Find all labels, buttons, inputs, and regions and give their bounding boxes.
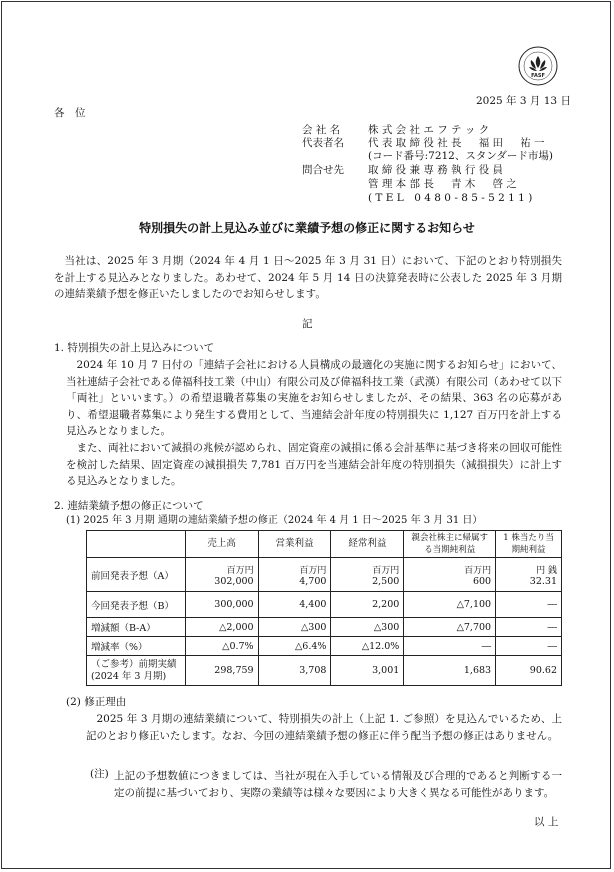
unit-label: 円 銭	[536, 565, 557, 576]
cell-value: 600	[472, 575, 492, 587]
contact-label: 問合せ先	[302, 164, 344, 176]
table-caption: (1) 2025 年 3 月期 通期の連結業績予想の修正（2024 年 4 月 1 日～2025 年 3 月 31 日）	[66, 515, 483, 526]
cell-value: △0.7%	[185, 637, 258, 656]
row-label-line1: （ご参考）前期実績	[91, 658, 177, 670]
reason-paragraph: 2025 年 3 月期の連結業績について、特別損失の計上（上記 1. ご参照）を見込んでいるため、上記のとおり修正いたします。なお、今回の連結業績予想の修正に伴う配当予想の修正はありません。	[86, 713, 562, 742]
table-row	[87, 637, 562, 656]
cell-value: △300	[258, 618, 331, 637]
section1-paragraph2: また、両社において減損の兆候が認められ、固定資産の減損に係る会計基準に基づき将来の回収可能性を検討した結果、固定資産の減損損失 7,781 百万円を当連結会計年度の特別損失（減損損失）に計上する見込みとなりました。	[66, 442, 562, 487]
row-label: 増減額（B-A）	[87, 618, 186, 637]
table-row	[87, 618, 562, 637]
company-label: 会 社 名	[302, 124, 341, 136]
contact-phone: ( T E L 0 4 8 0 - 8 5 - 5 2 1 1 )	[368, 192, 533, 204]
cell-value: △300	[331, 618, 404, 637]
table-cell	[404, 558, 496, 592]
contact-title: 取 締 役 兼 専 務 執 行 役 員	[368, 164, 504, 176]
table-header: 売上高	[185, 531, 258, 558]
cell-value: 32.31	[529, 575, 557, 587]
table-row	[87, 592, 562, 618]
stock-code: (コード番号:7212、スタンダード市場)	[368, 150, 554, 162]
cell-value: 2,200	[331, 592, 404, 618]
table-header: 親会社株主に帰属する当期純利益	[404, 531, 496, 558]
cell-value: △12.0%	[331, 637, 404, 656]
table-cell	[185, 558, 258, 592]
cell-value: △7,700	[404, 618, 496, 637]
cell-value: △7,100	[404, 592, 496, 618]
table-header-blank	[87, 531, 186, 558]
cell-value: 300,000	[185, 592, 258, 618]
table-header: 営業利益	[258, 531, 331, 558]
table-header: 経常利益	[331, 531, 404, 558]
cell-value: ―	[404, 637, 496, 656]
unit-label: 百万円	[226, 565, 254, 576]
cell-value: ―	[496, 637, 562, 656]
cell-value: ―	[496, 618, 562, 637]
forecast-table	[86, 530, 562, 686]
row-label: 前回発表予想（A）	[87, 558, 186, 592]
fasf-logo	[518, 46, 558, 86]
reason-heading: (2) 修正理由	[66, 696, 127, 708]
contact-name: 管 理 本 部 長 青 木 啓 之	[368, 178, 517, 190]
representative-label: 代表者名	[302, 137, 344, 149]
cell-value: 4,400	[258, 592, 331, 618]
section1-paragraph1: 2024 年 10 月 7 日付の「連結子会社における人員構成の最適化の実施に関するお知らせ」において、当社連結子会社である偉福科技工業（中山）有限公司及び偉福科技工業（武漢）有限公司（あわせて以下「両社」といいます。）の希望退職者募集の実施をお知らせしましたが、その結果、363 名の応募があり、希望退職者募集により発生する費用として、当連結会計年度の特別損失に 1,127 百万円を計上する見込みとなりました。	[66, 359, 562, 437]
svg-text:FASF: FASF	[531, 73, 545, 79]
table-cell	[496, 558, 562, 592]
company-name: 株 式 会 社 エ フ テ ッ ク	[368, 124, 490, 136]
row-label: 今回発表予想（B）	[87, 592, 186, 618]
row-label: 増減率（%）	[87, 637, 186, 656]
cell-value: 302,000	[214, 575, 254, 587]
section2-heading: 2. 連結業績予想の修正について	[54, 500, 204, 512]
cell-value: 298,759	[185, 656, 258, 686]
representative-name: 代 表 取 締 役 社 長 福 田 祐 一	[368, 137, 545, 149]
cell-value: △6.4%	[258, 637, 331, 656]
row-label-line2: (2024 年 3 月期)	[91, 670, 167, 682]
row-label	[87, 656, 186, 686]
table-cell	[258, 558, 331, 592]
cell-value: 3,001	[331, 656, 404, 686]
ki-heading: 記	[302, 318, 313, 330]
document-date: 2025 年 3 月 13 日	[476, 95, 571, 107]
cell-value: 1,683	[404, 656, 496, 686]
section1-heading: 1. 特別損失の計上見込みについて	[54, 342, 215, 354]
closing: 以 上	[534, 816, 559, 828]
unit-label: 百万円	[464, 565, 492, 576]
addressee: 各 位	[54, 107, 86, 119]
note-label: (注)	[90, 768, 109, 780]
note-paragraph: 上記の予想数値につきましては、当社が現在入手している情報及び合理的であると判断する一定の前提に基づいており、実際の業績等は様々な要因により大きく異なる可能性があります。	[114, 770, 562, 799]
unit-label: 百万円	[372, 565, 400, 576]
cell-value: △2,000	[185, 618, 258, 637]
table-row	[87, 558, 562, 592]
cell-value: 90.62	[496, 656, 562, 686]
document-title: 特別損失の計上見込み並びに業績予想の修正に関するお知らせ	[139, 221, 475, 235]
cell-value: ―	[496, 592, 562, 618]
cell-value: 2,500	[372, 575, 400, 587]
unit-label: 百万円	[299, 565, 327, 576]
table-cell	[331, 558, 404, 592]
intro-paragraph: 当社は、2025 年 3 月期（2024 年 4 月 1 日～2025 年 3 月 31 日）において、下記のとおり特別損失を計上する見込みとなりました。あわせて、2024 年 5 月 14 日の決算発表時に公表した 2025 年 3 月期の連結業績予想を修正いたしましたのでお知らせします。	[54, 255, 562, 300]
table-header-row	[87, 531, 562, 558]
table-header: 1 株当たり当期純利益	[496, 531, 562, 558]
table-row	[87, 656, 562, 686]
cell-value: 3,708	[258, 656, 331, 686]
cell-value: 4,700	[299, 575, 327, 587]
